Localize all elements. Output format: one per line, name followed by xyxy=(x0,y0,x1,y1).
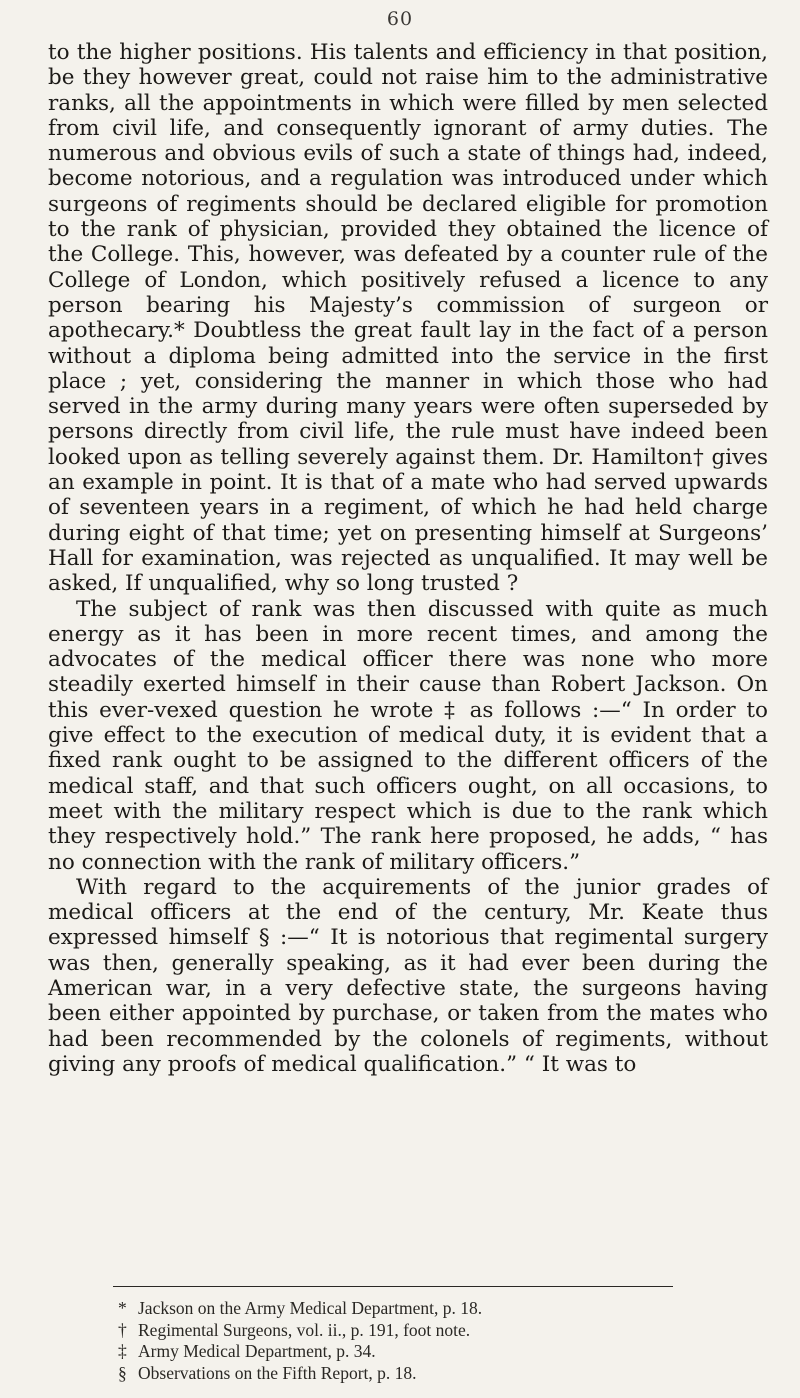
paragraph: to the higher positions. His talents and efficiency in that position, be they however great, could not raise him to the administrative ranks, all the appointments in which were filled by men selected from civil life, and consequently ignorant of army duties. The numerous and obvious evils of such a state of things had, indeed, become notorious, and a regulation was introduced under which surgeons of regiments should be declared eligible for promotion to the rank of physician, provided they obtained the licence of the College. This, however, was defeated by a counter rule of the College of London, which positively refused a licence to any person bearing his Majesty’s commission of surgeon or apothecary.* Doubtless the great fault lay in the fact of a person without a diploma being admitted into the service in the first place ; yet, considering the manner in which those who had served in the army during many years were often superseded by persons directly from civil life, the rule must have indeed been looked upon as telling severely against them. Dr. Hamilton† gives an example in point. It is that of a mate who had served upwards of seventeen years in a regiment, of which he had held charge during eight of that time; yet on presenting himself at Surgeons’ Hall for examination, was rejected as unqualified. It may well be asked, If unqualified, why so long trusted ? xyxy=(48,40,768,597)
footnote xyxy=(118,1363,738,1385)
footnote xyxy=(118,1298,738,1320)
paragraph: The subject of rank was then discussed with quite as much energy as it has been in more recent times, and among the advocates of the medical officer there was none who more steadily exerted himself in their cause than Robert Jackson. On this ever-vexed question he wrote ‡ as follows :—“ In order to give effect to the execution of medical duty, it is evident that a fixed rank ought to be assigned to the different officers of the medical staff, and that such officers ought, on all occasions, to meet with the military respect which is due to the rank which they respectively hold.” The rank here proposed, he adds, “ has no connection with the rank of military officers.” xyxy=(48,596,768,875)
main-text xyxy=(48,40,768,1077)
footnotes xyxy=(118,1298,738,1384)
paragraph: With regard to the acquirements of the junior grades of medical officers at the end of the century, Mr. Keate thus expressed himself § :—“ It is notorious that regimental surgery was then, generally speaking, as it had ever been during the American war, in a very defective state, the surgeons having been either appointed by purchase, or taken from the mates who had been recommended by the colonels of regiments, without giving any proofs of medical qualification.” “ It was to xyxy=(48,874,768,1077)
footnote xyxy=(118,1341,738,1363)
footnote-text: Jackson on the Army Medical Department, p. 18. xyxy=(138,1298,483,1318)
footnote-text: Observations on the Fifth Report, p. 18. xyxy=(138,1362,417,1383)
footnote-mark: § xyxy=(118,1362,127,1383)
footnote-mark: ‡ xyxy=(118,1341,127,1361)
footnote-text: Army Medical Department, p. 34. xyxy=(138,1341,376,1361)
footnote-mark: * xyxy=(118,1298,127,1318)
footnote-divider xyxy=(113,1286,673,1287)
footnote-mark: † xyxy=(118,1319,127,1340)
page-number: 60 xyxy=(386,8,414,30)
footnote xyxy=(118,1320,738,1342)
footnote-text: Regimental Surgeons, vol. ii., p. 191, foot note. xyxy=(138,1319,471,1340)
